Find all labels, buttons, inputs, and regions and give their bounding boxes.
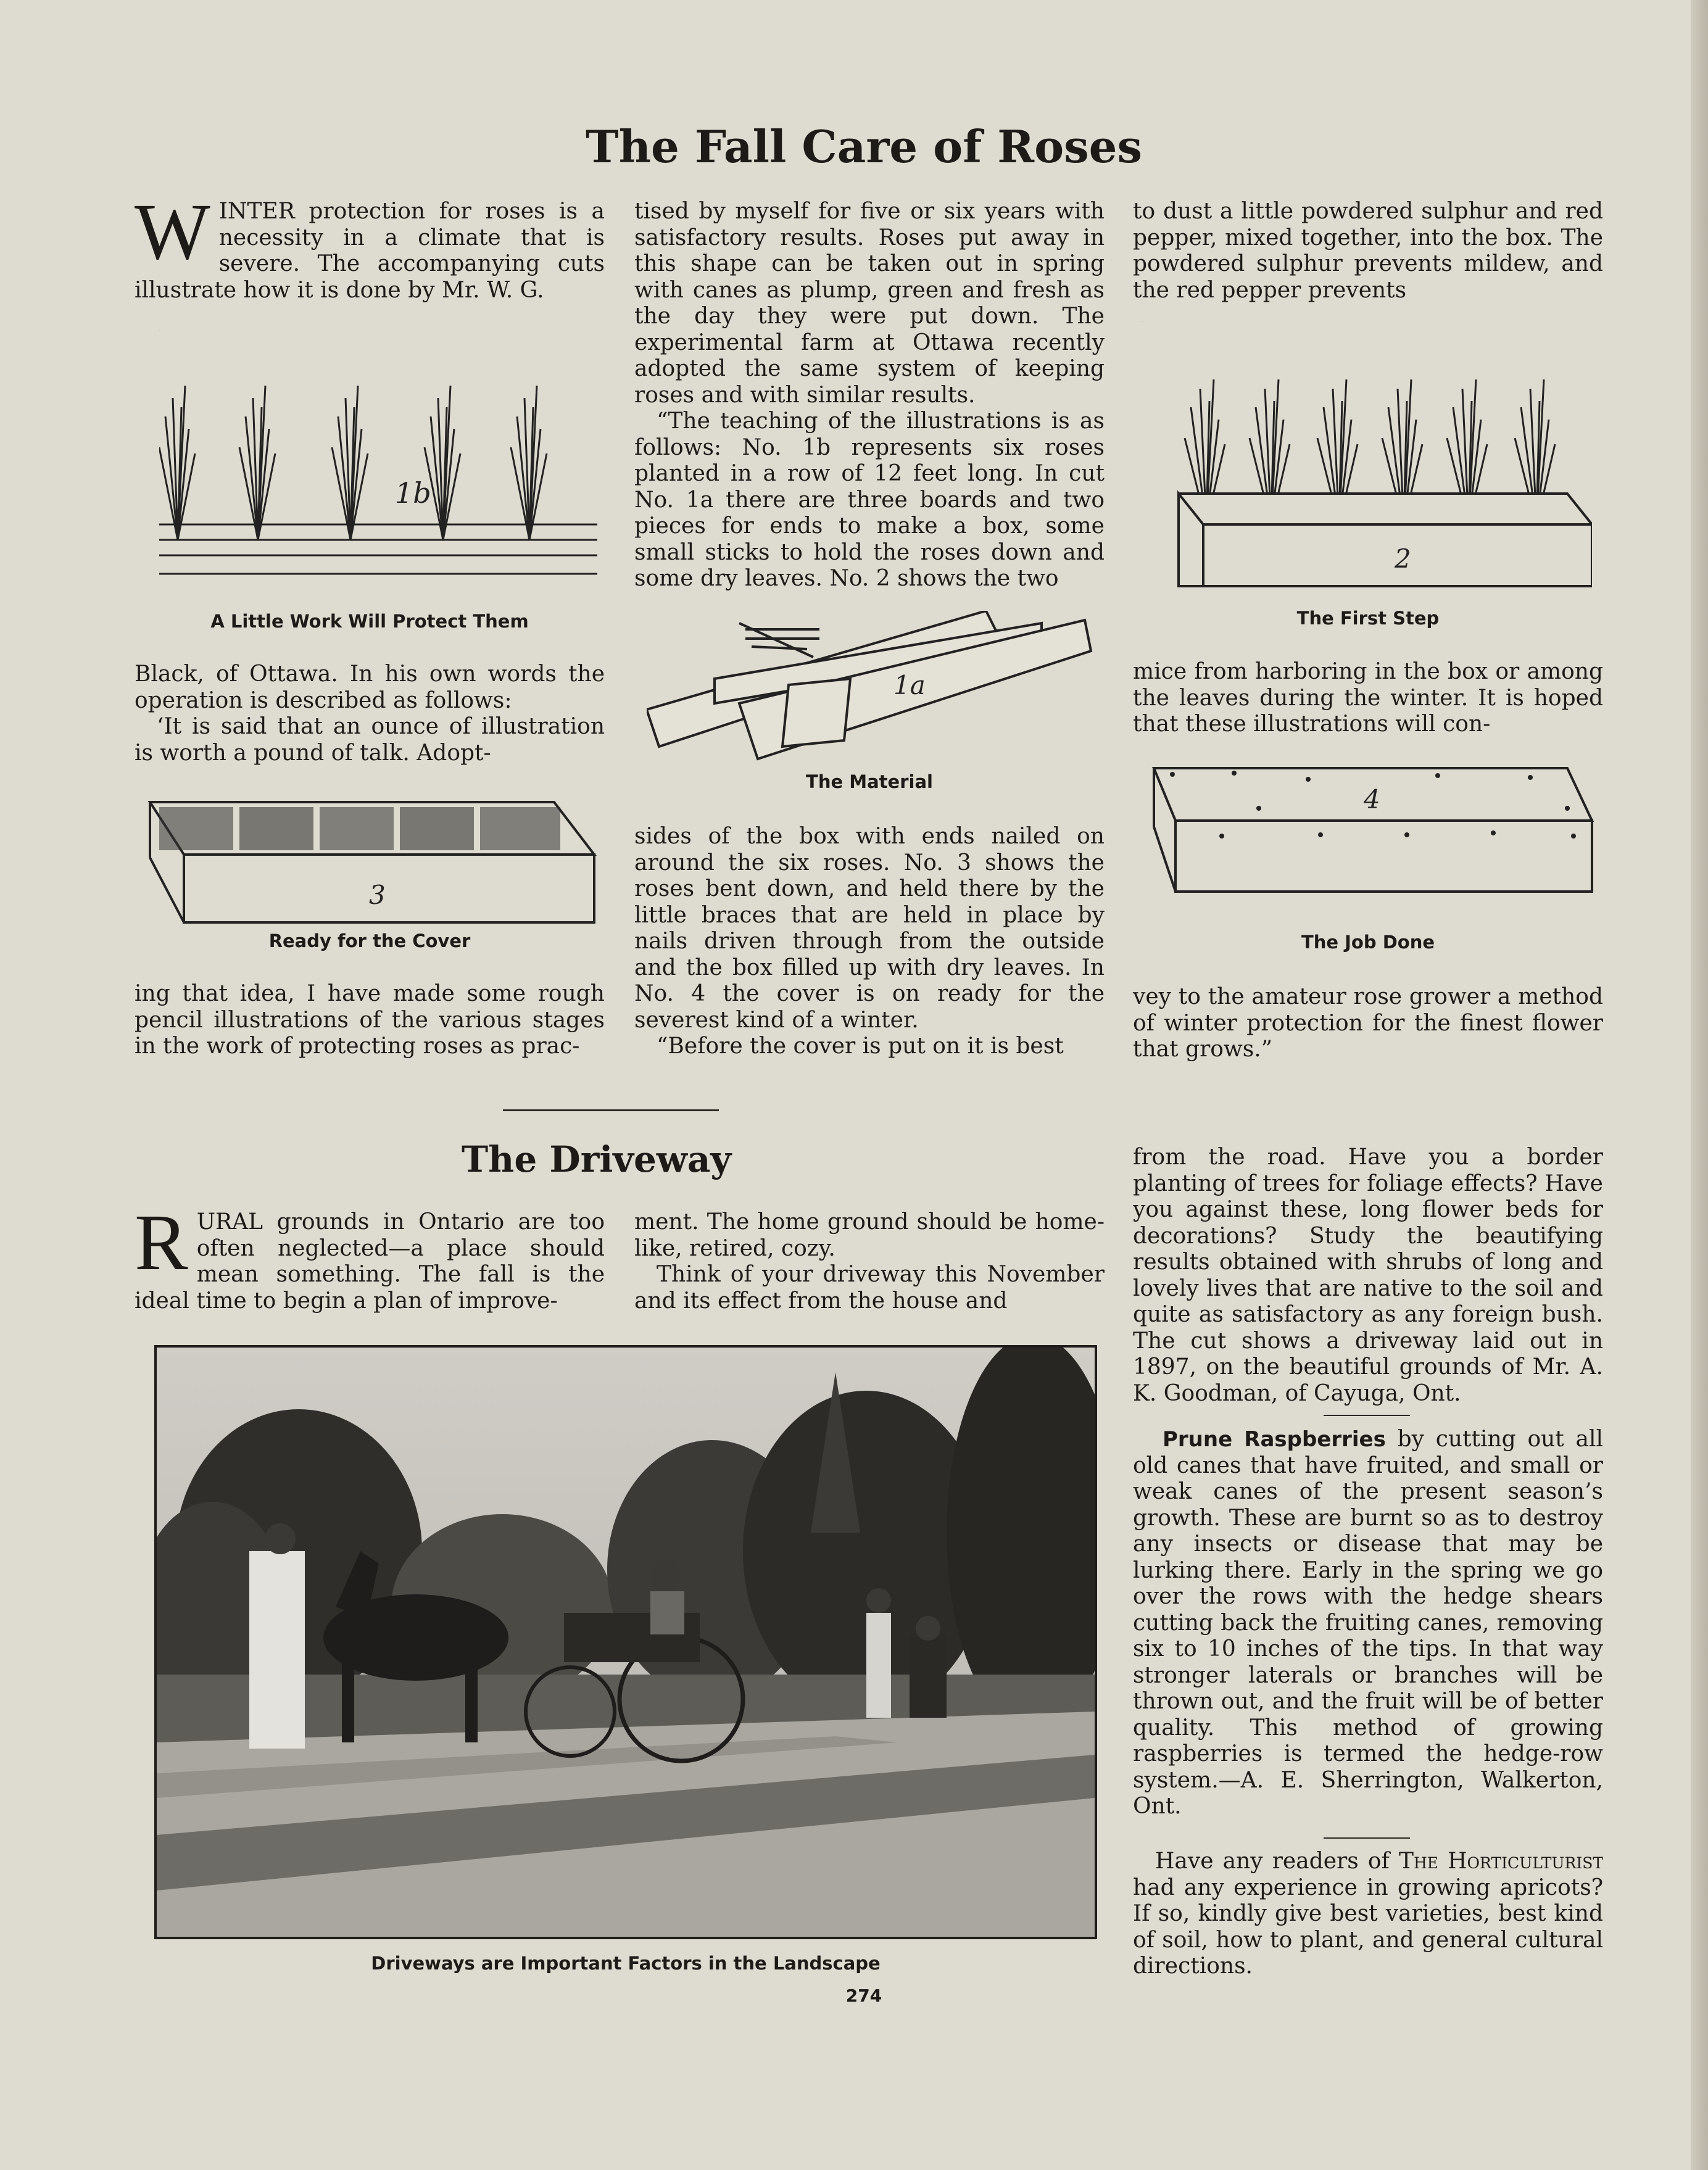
- dropcap-w: W: [135, 188, 210, 276]
- caption-fig4: The Job Done: [1301, 932, 1435, 953]
- roses-col3-p3: vey to the amateur rose grower a method of winter protection for the finest flower that grows.”: [1133, 984, 1603, 1062]
- roses-col2-p4: “Before the cover is put on it is best: [657, 1033, 1064, 1059]
- roses-col2-upper: [634, 199, 1105, 592]
- figure-label-3: 3: [369, 880, 386, 910]
- figure-1a-boards: [647, 611, 1097, 765]
- dropcap-r: R: [135, 1198, 188, 1287]
- caption-driveway-photo: Driveways are Important Factors in the Landscape: [371, 1953, 881, 1974]
- figure-1b-rose-canes: [159, 330, 597, 589]
- apricots-query-paragraph: [1133, 1849, 1603, 1980]
- apricots-query-pre: Have any readers of: [1155, 1849, 1390, 1874]
- driveway-col3-p1: from the road. Have you a border planting of trees for foliage effects? Have you against these, long flower beds for decorations? Study the beautifying results obtained with shrubs of long and lovely lives that are native to the soil and quite as satisfactory as any foreign bush. The cut shows a driveway laid out in 1897, on the beautiful grounds of Mr. A. K. Goodman, of Cayuga, Ont.: [1133, 1145, 1603, 1406]
- roses-col2-p3: sides of the box with ends nailed on around the six roses. No. 3 shows the roses bent down, and held there by the little braces that are held in place by nails driven through from the outside and the box filled up with dry leaves. In No. 4 the cover is on ready for the severest kind of a winter.: [634, 824, 1105, 1033]
- photo-scene: [157, 1348, 1095, 1937]
- driveway-col3: [1133, 1145, 1603, 1407]
- caption-fig1b: A Little Work Will Protect Them: [210, 611, 529, 632]
- roses-col1-p3: ‘It is said that an ounce of illustration is worth a pound of talk. Adopt-: [135, 714, 605, 766]
- driveway-col2-p1: ment. The home ground should be home-like, retired, cozy.: [634, 1209, 1105, 1261]
- driveway-col1: [135, 1198, 605, 1314]
- driveway-col2-p2: Think of your driveway this November and its effect from the house and: [634, 1262, 1105, 1314]
- figure-label-4: 4: [1364, 784, 1380, 814]
- prune-raspberries-paragraph: [1133, 1427, 1603, 1820]
- roses-col3-p2: mice from harboring in the box or among the leaves during the winter. It is hoped that these illustrations will con-: [1133, 659, 1603, 737]
- figure-label-1b: 1b: [395, 476, 431, 510]
- roses-col2-p1: tised by myself for five or six years with satisfactory results. Roses put away in this shape can be taken out in spring with canes as plump, green and fresh as the day they were put down. The experimental farm at Ottawa recently adopted the same system of keeping roses and with similar results.: [634, 199, 1105, 408]
- roses-col3-middle: [1133, 659, 1603, 738]
- covered-box-illustration: [1148, 762, 1598, 898]
- filled-box-illustration: [147, 796, 597, 929]
- roses-col1-p4: ing that idea, I have made some rough pencil illustrations of the various stages in the work of protecting roses as prac-: [135, 981, 605, 1059]
- roses-col3-upper: [1133, 199, 1603, 304]
- page-number: 274: [845, 1986, 882, 2006]
- figure-label-2: 2: [1395, 544, 1411, 574]
- section-divider: [503, 1109, 719, 1111]
- roses-intro-text: INTER protection for roses is a necessity in a climate that is severe. The accompanying cuts illustrate how it is done by Mr. W. G.: [135, 199, 605, 303]
- figure-3-box-filled: [147, 796, 597, 929]
- roses-col2-p2: “The teaching of the illustrations is as follows: No. 1b represents six roses planted in a row of 12 feet long. In cut No. 1a there are three boards and two pieces for ends to make a box, some small sticks to hold the roses down and some dry leaves. No. 2 shows the two: [634, 408, 1105, 591]
- boards-material-illustration: [647, 611, 1097, 765]
- caption-fig2: The First Step: [1296, 608, 1440, 629]
- roses-col2-lower: [634, 824, 1105, 1060]
- box-around-roses-illustration: [1142, 321, 1592, 592]
- apricots-query-post: had any experience in growing apricots? If so, kindly give best varieties, best kind of soil, how to plant, and general cultural directions.: [1133, 1874, 1603, 1979]
- caption-fig1a: The Material: [806, 771, 933, 792]
- caption-fig3: Ready for the Cover: [268, 930, 471, 951]
- roses-col1-lower: [135, 981, 605, 1060]
- driveway-intro-text: URAL grounds in Ontario are too often neglected—a place should mean something. The fall is the ideal time to begin a plan of improve-: [135, 1209, 605, 1314]
- short-divider-1: [1324, 1415, 1410, 1416]
- article-title-driveway: The Driveway: [462, 1138, 732, 1180]
- figure-label-1a: 1a: [893, 670, 926, 700]
- roses-col3-p1: to dust a little powdered sulphur and red pepper, mixed together, into the box. The powdered sulphur prevents mildew, and the red pepper prevents: [1133, 199, 1603, 303]
- article-title-fall-care-of-roses: The Fall Care of Roses: [586, 120, 1142, 173]
- prune-raspberries-body: by cutting out all old canes that have fruited, and small or weak canes of the present season’s growth. These are burnt so as to destroy any insects or disease that may be lurking there. Early in the spring we go over the rows with the hedge shears cutting back the fruiting canes, removing six to 10 inches of the tips. In that way stronger laterals or branches will be thrown out, and the fruit will be of better quality. This method of growing raspberries is termed the hedge-row system.—A. E. Sherrington, Walkerton, Ont.: [1133, 1427, 1603, 1819]
- journal-name: The Horticulturist: [1398, 1849, 1603, 1874]
- roses-col1-intro: [135, 188, 605, 304]
- figure-2-box-sides: [1142, 321, 1592, 592]
- short-divider-2: [1324, 1837, 1410, 1839]
- driveway-photograph: [154, 1345, 1097, 1939]
- roses-col3-lower: [1133, 984, 1603, 1063]
- figure-4-covered-box: [1148, 762, 1598, 898]
- roses-col1-p2: Black, of Ottawa. In his own words the operation is described as follows:: [135, 661, 605, 713]
- driveway-col2: [634, 1209, 1105, 1314]
- prune-raspberries-lead: Prune Raspberries: [1163, 1427, 1386, 1452]
- page-spine: [1691, 0, 1708, 2170]
- roses-planted-illustration: [159, 330, 597, 589]
- roses-col1-middle: [135, 661, 605, 766]
